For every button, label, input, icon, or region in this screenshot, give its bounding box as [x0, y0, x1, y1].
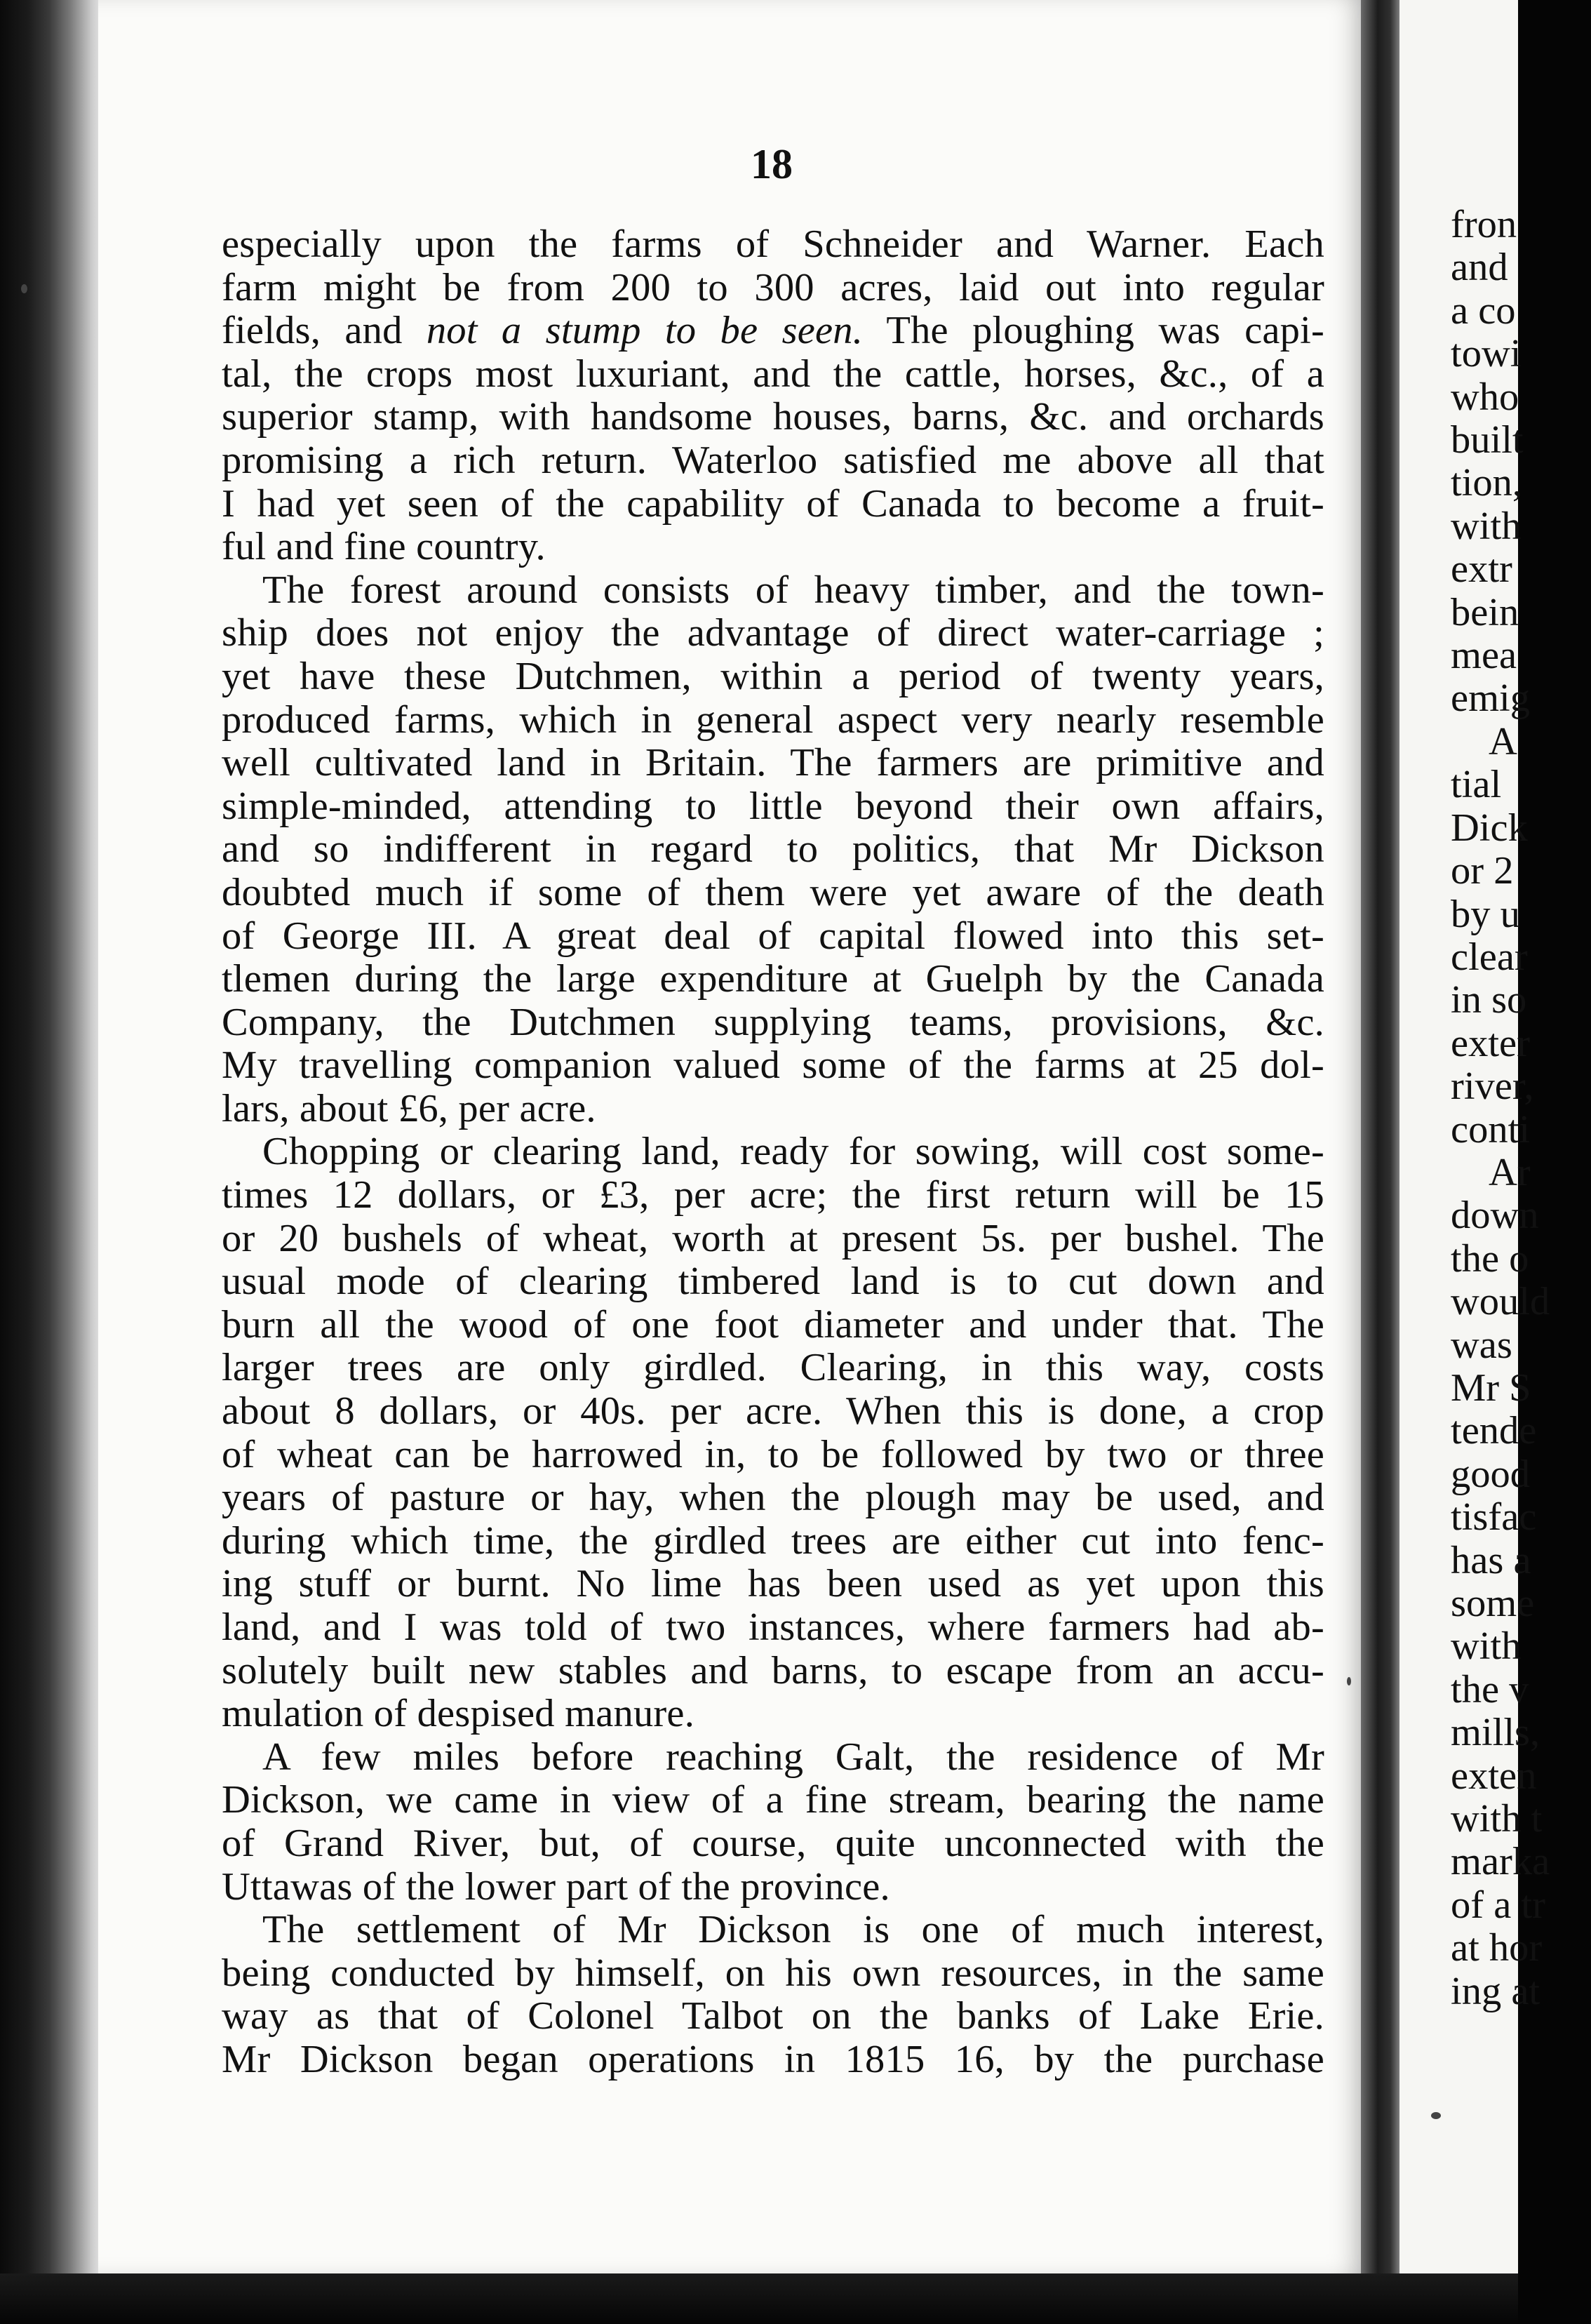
text-line-content: and so indifferent in regard to politics, that Mr Dickson [222, 827, 1324, 872]
text-line [222, 1822, 1324, 1866]
text-line-content: fields, and [222, 309, 427, 353]
page-number: 18 [751, 141, 793, 187]
dust-speck [1431, 2112, 1441, 2119]
fragment-line: clear [1451, 935, 1528, 979]
fragment-line: by u [1451, 892, 1520, 936]
text-line [222, 699, 1324, 742]
fragment-line: tisfac [1451, 1495, 1537, 1540]
fragment-line: a co [1451, 288, 1516, 333]
fragment-line: marka [1451, 1840, 1550, 1884]
text-line-content: simple-minded, attending to little beyond their own affairs, [222, 784, 1324, 828]
right-page-text-fragment [1451, 203, 1591, 2013]
text-line [222, 1909, 1324, 1952]
fragment-line: extr [1451, 547, 1512, 592]
text-line-content: during which time, the girdled trees are either cut into fenc- [222, 1518, 1324, 1563]
text-line [222, 1174, 1324, 1217]
text-line-content: superior stamp, with handsome houses, barns, &c. and orchards [222, 395, 1324, 439]
text-line [222, 915, 1324, 959]
text-line-content: mulation of despised manure. [222, 1692, 695, 1736]
book-binding-shadow [0, 0, 105, 2324]
text-line-content: promising a rich return. Waterloo satisfied me above all that [222, 438, 1324, 482]
text-line-content: farm might be from 200 to 300 acres, laid out into regular [222, 265, 1324, 309]
text-line-continuation: The ploughing was capi- [863, 309, 1324, 353]
text-line [222, 1217, 1324, 1261]
text-line [222, 1563, 1324, 1606]
text-line [222, 1606, 1324, 1650]
fragment-line: river, [1451, 1064, 1534, 1109]
text-line-content: of wheat can be harrowed in, to be followed by two or three [222, 1432, 1324, 1476]
fragment-line: down [1451, 1194, 1539, 1238]
text-line-content: yet have these Dutchmen, within a period of twenty years, [222, 654, 1324, 698]
text-line-content: The settlement of Mr Dickson is one of much interest, [262, 1908, 1324, 1952]
text-line-content: lars, about £6, per acre. [222, 1086, 596, 1130]
text-line [222, 267, 1324, 310]
italic-emphasis: not a stump to be seen. [426, 309, 864, 353]
text-line-content: I had yet seen of the capability of Canada to become a fruit- [222, 481, 1324, 526]
text-line [222, 569, 1324, 613]
fragment-line: who [1451, 375, 1519, 419]
fragment-line: with [1451, 504, 1522, 548]
text-line-content: usual mode of clearing timbered land is to cut down and [222, 1260, 1324, 1304]
fragment-line: tende [1451, 1409, 1537, 1453]
fragment-line: would [1451, 1280, 1550, 1324]
text-line [222, 655, 1324, 699]
text-line-content: Company, the Dutchmen supplying teams, provisions, &c. [222, 1000, 1324, 1044]
fragment-line: and [1451, 246, 1508, 290]
fragment-line: Mr S [1451, 1365, 1531, 1410]
text-line [222, 1736, 1324, 1779]
text-line-content: being conducted by himself, on his own resources, in the same [222, 1951, 1324, 1995]
text-line-content: A few miles before reaching Galt, the residence of Mr [262, 1735, 1324, 1779]
fragment-line: some [1451, 1582, 1535, 1625]
text-line-content: years of pasture or hay, when the plough may be used, and [222, 1476, 1324, 1520]
text-line-content: Dickson, we came in view of a fine stream, bearing the name [222, 1778, 1324, 1822]
text-line [222, 483, 1324, 526]
fragment-line: tial [1451, 763, 1502, 807]
fragment-line: the v [1451, 1667, 1529, 1711]
fragment-line: exten [1451, 1754, 1537, 1798]
text-line [222, 1476, 1324, 1520]
text-line [222, 439, 1324, 483]
fragment-line: Dick [1451, 806, 1528, 850]
fragment-line: in so [1451, 978, 1527, 1022]
text-line [222, 396, 1324, 439]
scanner-bed-edge [0, 2273, 1518, 2324]
text-line [222, 828, 1324, 872]
text-line-content: larger trees are only girdled. Clearing, in this way, costs [222, 1346, 1324, 1390]
text-line-content: tlemen during the large expenditure at Guelph by the Canada [222, 957, 1324, 1001]
fragment-line: ing at [1451, 1969, 1540, 2013]
fragment-line: emig [1451, 676, 1530, 721]
text-line-content: Uttawas of the lower part of the province. [222, 1864, 890, 1909]
fragment-line: tion, [1451, 461, 1523, 505]
text-line [222, 1044, 1324, 1088]
fragment-line: was [1451, 1323, 1512, 1367]
text-line [222, 785, 1324, 829]
text-line [222, 526, 1324, 569]
text-line [222, 1866, 1324, 1909]
fragment-line: mea [1451, 634, 1517, 678]
text-line [222, 1650, 1324, 1693]
text-line-content: ship does not enjoy the advantage of direct water-carriage ; [222, 611, 1324, 655]
text-line-content: Mr Dickson began operations in 1815 16, by the purchase [222, 2037, 1324, 2081]
text-line-content: My travelling companion valued some of the farms at 25 dol- [222, 1043, 1324, 1088]
text-line-content: produced farms, which in general aspect very nearly resemble [222, 697, 1324, 742]
text-line-content: ing stuff or burnt. No lime has been used as yet upon this [222, 1562, 1324, 1606]
fragment-line: bein [1451, 590, 1519, 634]
fragment-line: has a [1451, 1538, 1531, 1582]
text-line [222, 612, 1324, 655]
text-line-content: of George III. A great deal of capital flowed into this set- [222, 914, 1324, 958]
fragment-line: with t [1451, 1797, 1543, 1841]
fragment-line: or 2 [1451, 849, 1514, 893]
text-line-content: or 20 bushels of wheat, worth at present 5s. per bushel. The [222, 1216, 1324, 1260]
text-line [222, 958, 1324, 1001]
text-line-content: well cultivated land in Britain. The farmers are primitive and [222, 741, 1324, 785]
text-line [222, 1304, 1324, 1347]
left-page-body-text [222, 223, 1324, 2082]
text-line [222, 1692, 1324, 1736]
fragment-line: Ar [1489, 1150, 1531, 1194]
fragment-line: fron [1451, 203, 1517, 246]
text-line-content: The forest around consists of heavy timber, and the town- [262, 568, 1324, 612]
fragment-line: built [1451, 418, 1524, 462]
text-line [222, 1520, 1324, 1563]
text-line-content: burn all the wood of one foot diameter and under that. The [222, 1302, 1324, 1347]
text-line [222, 1130, 1324, 1174]
text-line-content: of Grand River, but, of course, quite unconnected with the [222, 1821, 1324, 1865]
fragment-line: with [1451, 1624, 1522, 1669]
fragment-line: A [1489, 719, 1517, 763]
text-line-content: solutely built new stables and barns, to escape from an accu- [222, 1648, 1324, 1692]
text-line-content: tal, the crops most luxuriant, and the cattle, horses, &c., of a [222, 352, 1324, 396]
text-line [222, 1260, 1324, 1304]
text-line [222, 2038, 1324, 2082]
dust-speck [1347, 1677, 1351, 1685]
fragment-line: of a tr [1451, 1883, 1545, 1927]
text-line [222, 872, 1324, 915]
text-line [222, 1995, 1324, 2038]
text-line [222, 1001, 1324, 1045]
text-line [222, 742, 1324, 785]
text-line-content: way as that of Colonel Talbot on the banks of Lake Erie. [222, 1994, 1324, 2038]
text-line [222, 309, 1324, 353]
text-line-content: Chopping or clearing land, ready for sowing, will cost some- [262, 1130, 1324, 1174]
fragment-line: exter [1451, 1021, 1530, 1065]
text-line [222, 1088, 1324, 1131]
text-line [222, 1434, 1324, 1477]
text-line-content: especially upon the farms of Schneider and Warner. Each [222, 222, 1324, 266]
fragment-line: good [1451, 1452, 1530, 1496]
text-line [222, 1779, 1324, 1822]
text-line-content: land, and I was told of two instances, where farmers had ab- [222, 1605, 1324, 1649]
fragment-line: mills, [1451, 1711, 1540, 1755]
text-line [222, 1390, 1324, 1434]
fragment-line: conti [1451, 1107, 1530, 1151]
text-line [222, 223, 1324, 267]
fragment-line: towi [1451, 332, 1522, 376]
text-line-content: ful and fine country. [222, 525, 546, 569]
text-line-content: about 8 dollars, or 40s. per acre. When this is done, a crop [222, 1389, 1324, 1434]
text-line [222, 1952, 1324, 1996]
text-line-content: times 12 dollars, or £3, per acre; the first return will be 15 [222, 1173, 1324, 1217]
text-line [222, 1347, 1324, 1390]
page-gutter [1361, 0, 1403, 2324]
dust-speck [21, 284, 27, 293]
text-line-content: doubted much if some of them were yet aware of the death [222, 870, 1324, 914]
fragment-line: the o [1451, 1236, 1529, 1281]
text-line [222, 353, 1324, 396]
fragment-line: at hor [1451, 1926, 1543, 1970]
